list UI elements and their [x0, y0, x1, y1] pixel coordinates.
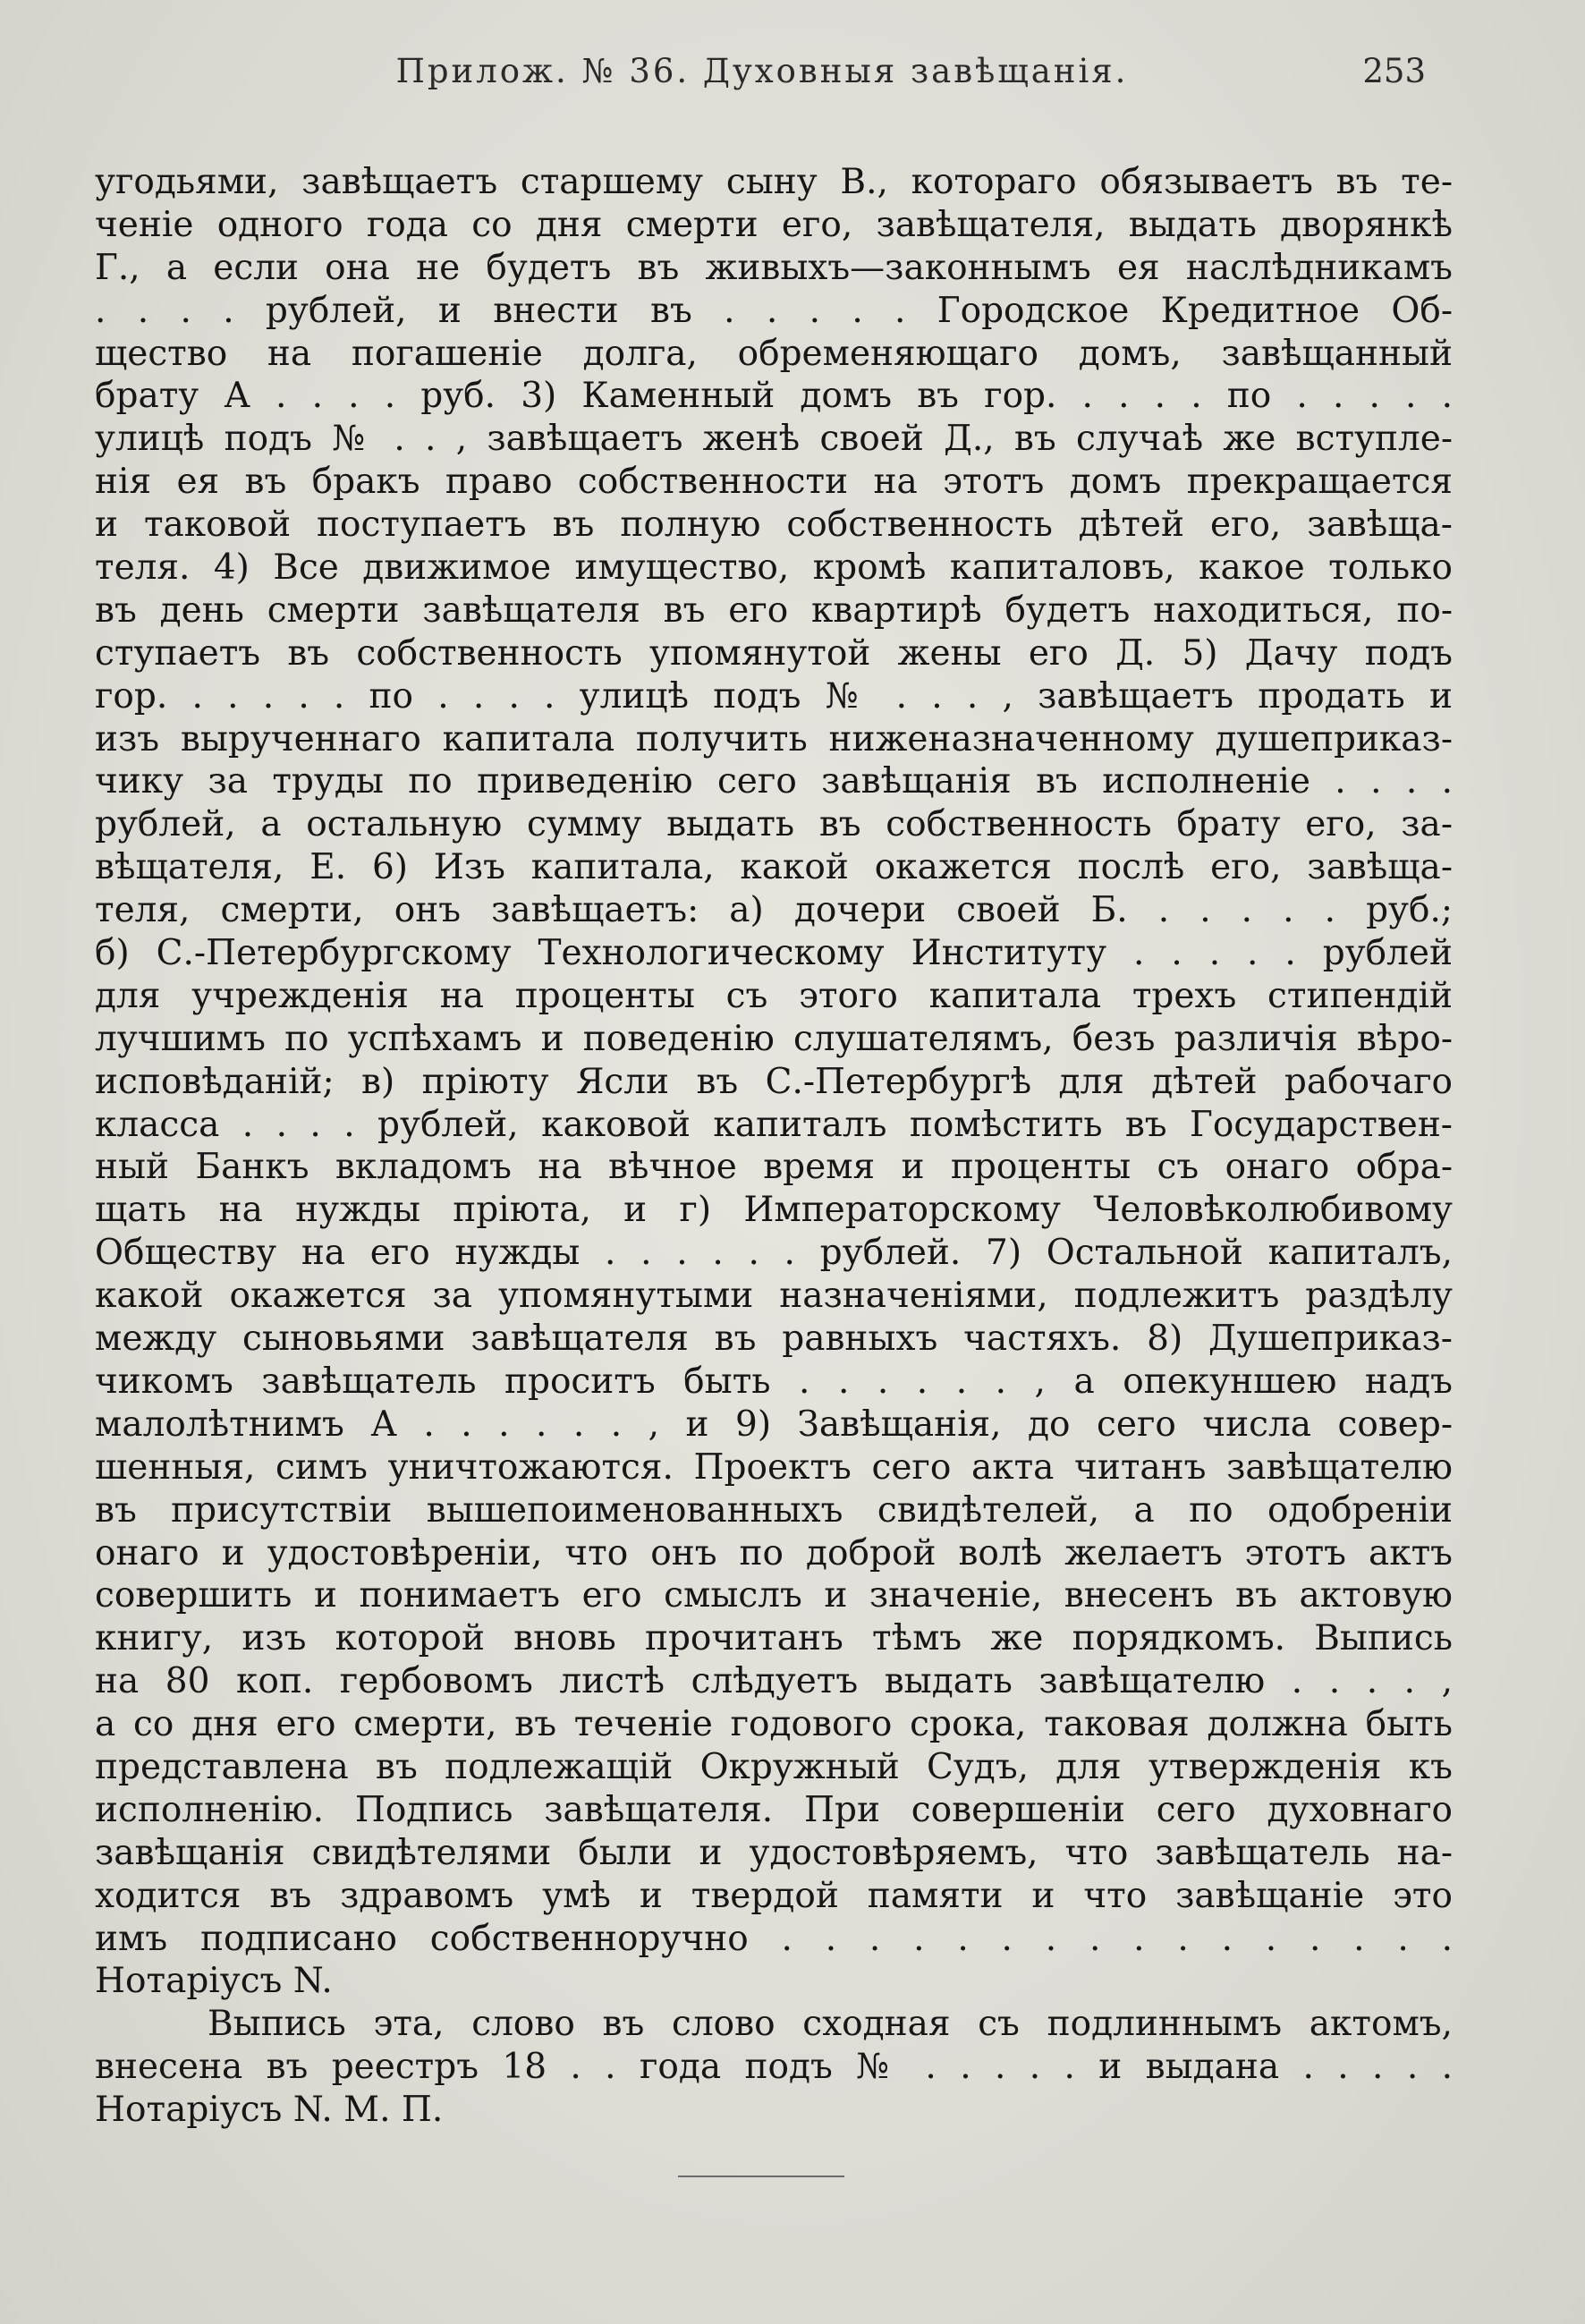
text-line: щество на погашеніе долга, обременяющаго домъ, завѣщанный: [95, 333, 1453, 374]
text-line: онаго и удостовѣреніи, что онъ по доброй волѣ желаетъ этотъ актъ: [95, 1532, 1453, 1573]
text-line: а со дня его смерти, въ теченіе годового срока, таковая должна быть: [95, 1704, 1453, 1745]
text-line: исполненію. Подпись завѣщателя. При совершеніи сего духовнаго: [95, 1789, 1453, 1830]
text-line: представлена въ подлежащій Окружный Судъ, для утвержденія къ: [95, 1746, 1453, 1787]
text-line: шенныя, симъ уничтожаются. Проектъ сего акта читанъ завѣщателю: [95, 1446, 1453, 1488]
text-line: чикомъ завѣщатель проситъ быть . . . . . . , а опекуншею надъ: [95, 1361, 1453, 1402]
text-line: гор. . . . . . по . . . . улицѣ подъ № . . . , завѣщаетъ продать и: [95, 675, 1453, 717]
text-line: Обществу на его нужды . . . . . . рублей. 7) Остальной капиталъ,: [95, 1233, 1453, 1274]
text-line: теля. 4) Все движимое имущество, кромѣ капиталовъ, какое только: [95, 547, 1453, 589]
text-line: улицѣ подъ № . . , завѣщаетъ женѣ своей Д., въ случаѣ же вступле-: [95, 419, 1453, 460]
page-header: [98, 52, 1426, 102]
text-line: Нотаріусъ N. М. П.: [95, 2090, 444, 2131]
text-line: вѣщателя, Е. 6) Изъ капитала, какой окажется послѣ его, завѣща-: [95, 847, 1453, 888]
text-line: какой окажется за упомянутыми назначеніями, подлежитъ раздѣлу: [95, 1276, 1453, 1317]
text-line: ный Банкъ вкладомъ на вѣчное время и проценты съ онаго обра-: [95, 1147, 1453, 1188]
text-line: имъ подписано собственноручно . . . . . . . . . . . . . . . .: [95, 1918, 1453, 1959]
text-line: ченіе одного года со дня смерти его, завѣщателя, выдать дворянкѣ: [95, 204, 1453, 245]
text-line: чику за труды по приведенію сего завѣщанія въ исполненіе . . . .: [95, 761, 1453, 802]
text-line: изъ вырученнаго капитала получить ниженазначенному душеприказ-: [95, 718, 1453, 759]
text-line: класса . . . . рублей, каковой капиталъ помѣстить въ Государствен-: [95, 1104, 1453, 1145]
text-line: рублей, а остальную сумму выдать въ собственность брату его, за-: [95, 804, 1453, 845]
running-head: Прилож. № 36. Духовныя завѣщанія.: [395, 52, 1129, 90]
text-line: . . . . рублей, и внести въ . . . . . Городское Кредитное Об-: [95, 290, 1453, 331]
page-number: 253: [1362, 52, 1426, 90]
text-line: Г., а если она не будетъ въ живыхъ—законнымъ ея наслѣдникамъ: [95, 247, 1453, 288]
text-line: между сыновьями завѣщателя въ равныхъ частяхъ. 8) Душеприказ-: [95, 1319, 1453, 1360]
text-line: исповѣданій; в) пріюту Ясли въ С.-Петербургѣ для дѣтей рабочаго: [95, 1061, 1453, 1102]
text-line: теля, смерти, онъ завѣщаетъ: а) дочери своей Б. . . . . . руб.;: [95, 890, 1453, 931]
text-line: Нотаріусъ N.: [95, 1961, 333, 2002]
text-line: нія ея въ бракъ право собственности на этотъ домъ прекращается: [95, 462, 1453, 503]
text-line: завѣщанія свидѣтелями были и удостовѣряемъ, что завѣщатель на-: [95, 1832, 1453, 1873]
text-line: лучшимъ по успѣхамъ и поведенію слушателямъ, безъ различія вѣро-: [95, 1018, 1453, 1059]
end-rule: [678, 2176, 844, 2177]
body-text: [95, 161, 1453, 2132]
text-line: на 80 коп. гербовомъ листѣ слѣдуетъ выдать завѣщателю . . . . ,: [95, 1661, 1453, 1702]
text-line: въ день смерти завѣщателя въ его квартирѣ будетъ находиться, по-: [95, 589, 1453, 631]
text-line: Выпись эта, слово въ слово сходная съ подлиннымъ актомъ,: [208, 2004, 1453, 2045]
text-line: б) С.-Петербургскому Технологическому Институту . . . . . рублей: [95, 933, 1453, 974]
text-line: угодьями, завѣщаетъ старшему сыну В., котораго обязываетъ въ те-: [95, 162, 1453, 202]
text-line: малолѣтнимъ А . . . . . . , и 9) Завѣщанія, до сего числа совер-: [95, 1404, 1453, 1445]
text-line: и таковой поступаетъ въ полную собственность дѣтей его, завѣща-: [95, 505, 1453, 546]
text-line: щать на нужды пріюта, и г) Императорскому Человѣколюбивому: [95, 1190, 1453, 1231]
text-line: ступаетъ въ собственность упомянутой жены его Д. 5) Дачу подъ: [95, 632, 1453, 674]
text-line: ходится въ здравомъ умѣ и твердой памяти и что завѣщаніе это: [95, 1875, 1453, 1916]
text-line: въ присутствіи вышепоименованныхъ свидѣтелей, а по одобреніи: [95, 1489, 1453, 1531]
text-line: брату А . . . . руб. 3) Каменный домъ въ гор. . . . . по . . . . .: [95, 376, 1453, 417]
text-line: для учрежденія на проценты съ этого капитала трехъ стипендій: [95, 975, 1453, 1016]
text-line: совершить и понимаетъ его смыслъ и значеніе, внесенъ въ актовую: [95, 1575, 1453, 1616]
text-line: внесена въ реестръ 18 . . года подъ № . . . . . и выдана . . . . .: [95, 2047, 1453, 2088]
text-line: книгу, изъ которой вновь прочитанъ тѣмъ же порядкомъ. Выпись: [95, 1618, 1453, 1659]
